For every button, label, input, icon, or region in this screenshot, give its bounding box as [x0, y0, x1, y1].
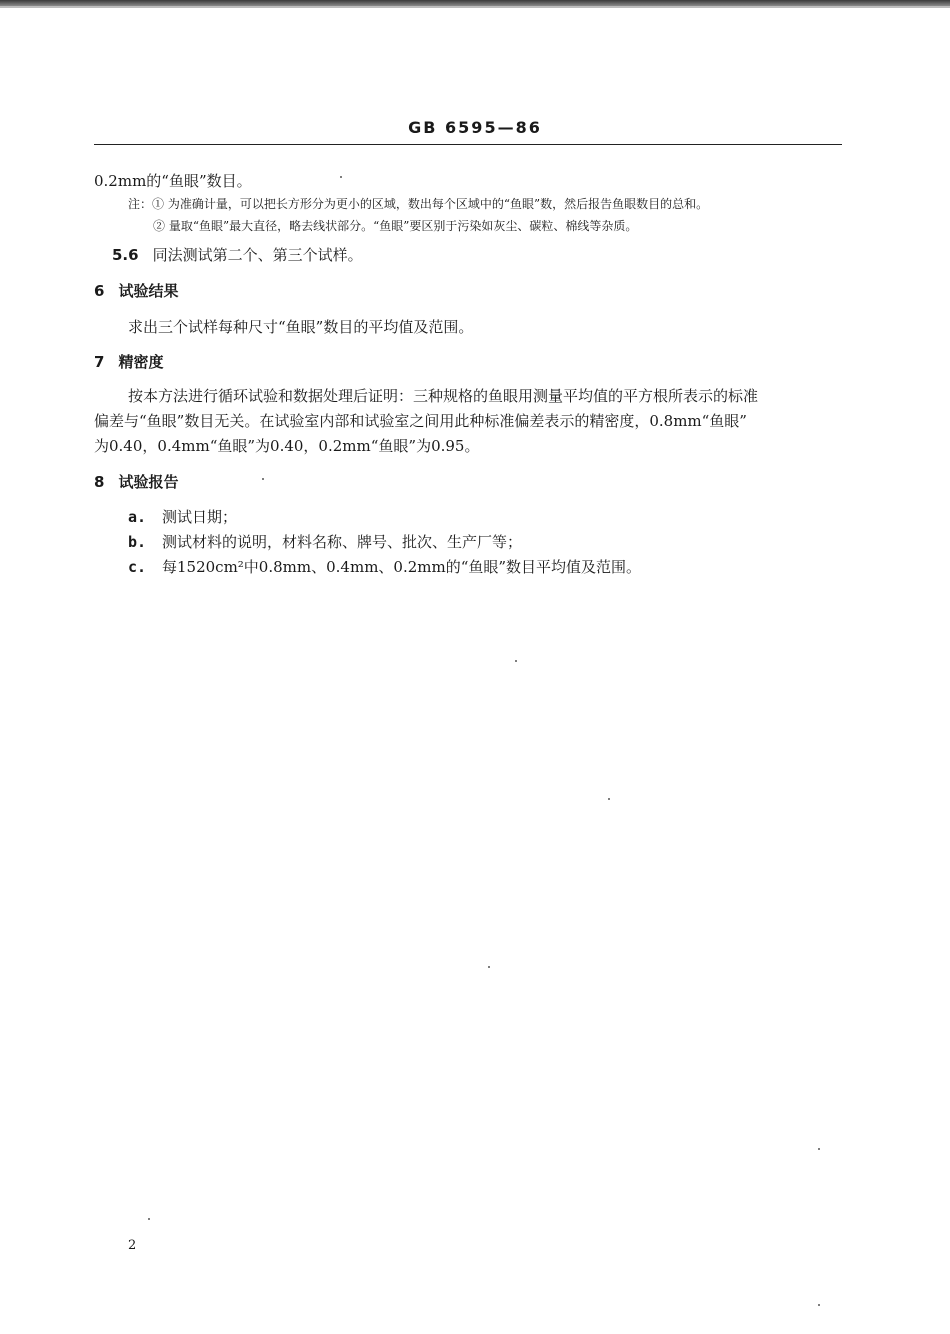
scan-speck: [608, 798, 610, 800]
note-2: ② 量取“鱼眼”最大直径，略去线状部分。“鱼眼”要区别于污染如灰尘、碳粒、棉线等杂质。: [153, 219, 638, 233]
page-number: 2: [128, 1238, 137, 1253]
scan-speck: [148, 1218, 150, 1220]
section-title: 精密度: [118, 353, 164, 371]
section-8-heading: [94, 471, 178, 492]
item-text: 测试日期；: [162, 508, 238, 526]
clause-number: 5.6: [112, 246, 139, 264]
scan-speck: [488, 966, 490, 968]
section-7-line-2: 偏差与“鱼眼”数目无关。在试验室内部和试验室之间用此种标准偏差表示的精密度，0.8mm“鱼眼”: [94, 412, 747, 430]
item-text: 每1520cm²中0.8mm、0.4mm、0.2mm的“鱼眼”数目平均值及范围。: [162, 558, 642, 576]
standard-code-header: GB 6595—86: [408, 118, 542, 137]
item-label: a.: [128, 508, 147, 526]
clause-5-6: [112, 244, 363, 265]
scan-speck: [262, 478, 264, 480]
item-label: c.: [128, 558, 147, 576]
section-number: 6: [94, 282, 105, 300]
scan-top-border: [0, 0, 950, 6]
section-title: 试验报告: [118, 473, 179, 491]
section-number: 8: [94, 473, 105, 491]
note-1: 注：① 为准确计量，可以把长方形分为更小的区域，数出每个区域中的“鱼眼”数，然后报告鱼眼数目的总和。: [128, 197, 709, 211]
section-number: 7: [94, 353, 105, 371]
item-text: 测试材料的说明，材料名称、牌号、批次、生产厂等；: [162, 533, 523, 551]
header-divider: [94, 144, 842, 145]
scan-speck: [340, 176, 342, 178]
report-item-c: [128, 556, 641, 577]
section-7-line-1: 按本方法进行循环试验和数据处理后证明：三种规格的鱼眼用测量平均值的平方根所表示的标准: [128, 387, 759, 405]
section-7-heading: [94, 351, 163, 372]
section-7-line-3: 为0.40，0.4mm“鱼眼”为0.40，0.2mm“鱼眼”为0.95。: [94, 437, 480, 455]
scan-speck: [818, 1304, 820, 1306]
item-label: b.: [128, 533, 147, 551]
section-6-heading: [94, 280, 178, 301]
scan-speck: [515, 660, 517, 662]
section-6-body: 求出三个试样每种尺寸“鱼眼”数目的平均值及范围。: [128, 318, 474, 336]
section-title: 试验结果: [118, 282, 179, 300]
intro-line: 0.2mm的“鱼眼”数目。: [94, 172, 252, 190]
report-item-a: [128, 506, 237, 527]
clause-text: 同法测试第二个、第三个试样。: [152, 246, 363, 264]
scan-speck: [818, 1148, 820, 1150]
report-item-b: [128, 531, 522, 552]
